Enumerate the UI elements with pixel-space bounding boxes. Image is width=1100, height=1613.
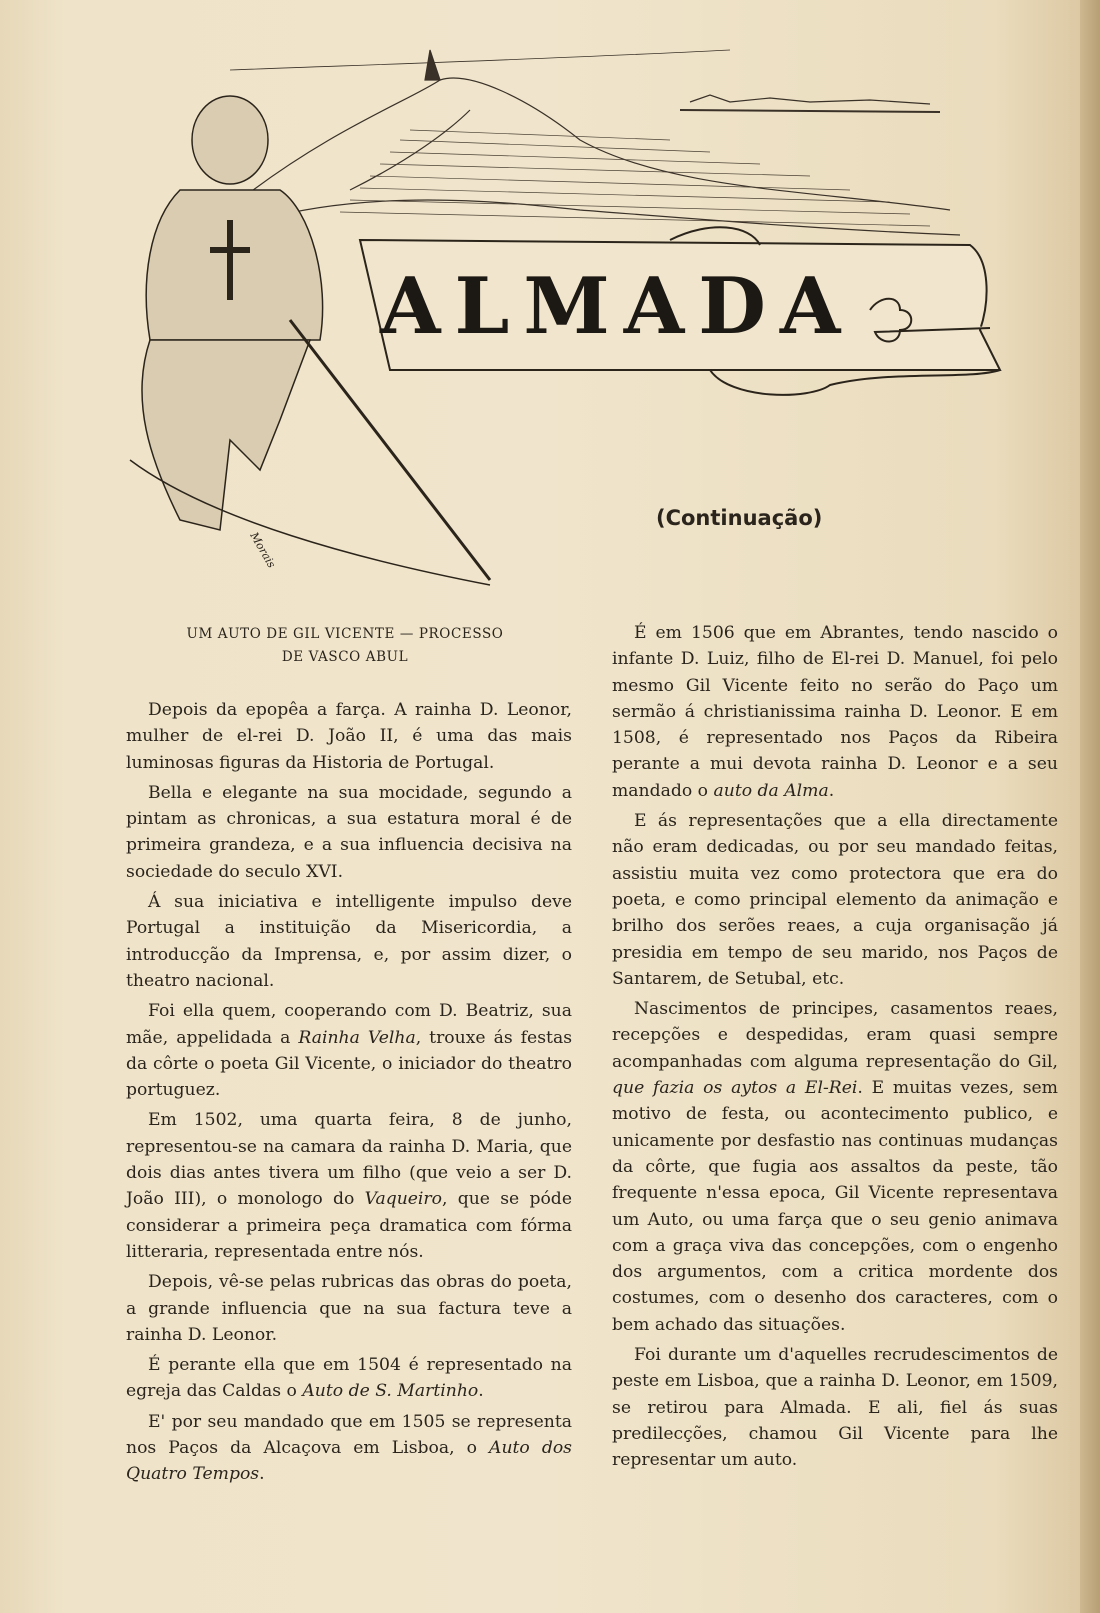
illustration-caption <box>125 623 565 669</box>
italic-quote: que fazia os aytos a El-Rei <box>612 1078 858 1099</box>
paragraph: Á sua iniciativa e intelligente impulso deve Portugal a instituição da Misericordia, a introducção da Imprensa, e, por assim dizer, o theatro nacional. <box>126 892 572 991</box>
page-edge <box>1080 0 1100 1613</box>
right-column <box>612 620 1058 1478</box>
landscape <box>230 50 960 235</box>
paragraph: Nascimentos de principes, casamentos reaes, recepções e despedidas, eram quasi sempre acompanhadas com alguma representação do Gil, que fazia os aytos a El-Rei. E muitas vezes, sem motivo de festa, ou acontecimento publico, e unicamente por desfastio nas continuas mudanças da côrte, que fugia aos assaltos da peste, tão frequente n'essa epoca, Gil Vicente representava um Auto, ou uma farça que o seu genio animava com a graça viva das concepções, com o engenho dos argumentos, com a critica mordente dos costumes, com o desenho dos caracteres, com o bem achado das situações. <box>612 999 1058 1335</box>
paragraph: Em 1502, uma quarta feira, 8 de junho, representou-se na camara da rainha D. Maria, que dois dias antes tivera um filho (que veio a ser D. João III), o monologo do Vaqueiro, que se póde considerar a primeira peça dramatica com fórma litteraria, representada entre nós. <box>126 1110 572 1262</box>
paragraph: Foi durante um d'aquelles recrudescimentos de peste em Lisboa, que a rainha D. Leonor, em 1509, se retirou para Almada. E ali, fiel ás suas predilecções, chamou Gil Vicente para lhe representar um auto. <box>612 1345 1058 1471</box>
paragraph: É em 1506 que em Abrantes, tendo nascido o infante D. Luiz, filho de El-rei D. Manuel, foi pelo mesmo Gil Vicente feito no serão do Paço um sermão á christianissima rainha D. Leonor. E em 1508, é representado nos Paços da Ribeira perante a mui devota rainha D. Leonor e a seu mandado o auto da Alma. <box>612 623 1058 801</box>
italic-title: Vaqueiro <box>364 1189 442 1210</box>
italic-title: auto da Alma <box>713 780 829 801</box>
continuation-label: (Continuação) <box>656 506 823 530</box>
italic-title: Auto de S. Martinho <box>302 1381 479 1402</box>
paragraph: Foi ella quem, cooperando com D. Beatriz, sua mãe, appelidada a Rainha Velha, trouxe ás festas da côrte o poeta Gil Vicente, o iniciador do theatro portuguez. <box>126 1001 573 1101</box>
paragraph: Depois, vê-se pelas rubricas das obras do poeta, a grande influencia que na sua factura teve a rainha D. Leonor. <box>126 1272 572 1345</box>
paragraph: Bella e elegante na sua mocidade, segundo a pintam as chronicas, a sua estatura moral é de primeira grandeza, e a sua influencia decisiva na sociedade do seculo XVI. <box>126 782 572 882</box>
left-column <box>126 697 572 1492</box>
paragraph: E' por seu mandado que em 1505 se representa nos Paços da Alcaçova em Lisboa, o Auto dos Quatro Tempos. <box>126 1411 572 1485</box>
italic-title: Auto dos Quatro Tempos <box>126 1438 572 1485</box>
caption-line-2: DE VASCO ABUL <box>281 649 409 665</box>
paragraph: É perante ella que em 1504 é representado na egreja das Caldas o Auto de S. Martinho. <box>126 1355 572 1402</box>
artist-signature: Morais <box>247 530 279 571</box>
paragraph: E ás representações que a ella directamente não eram dedicadas, ou por seu mandado feitas, assistiu muita vez como protectora que era do poeta, e como principal elemento da animação e brilho dos serões reaes, a cuja organisação já presidia em tempo de seu marido, nos Paços de Santarem, de Setubal, etc. <box>612 811 1058 989</box>
paragraph: Depois da epopêa a farça. A rainha D. Leonor, mulher de el-rei D. João II, é uma das mais luminosas figuras da Historia de Portugal. <box>126 700 572 773</box>
caption-line-1: UM AUTO DE GIL VICENTE — PROCESSO <box>186 626 504 642</box>
page-title: ALMADA <box>380 261 855 352</box>
italic-title: Rainha Velha <box>298 1027 416 1048</box>
